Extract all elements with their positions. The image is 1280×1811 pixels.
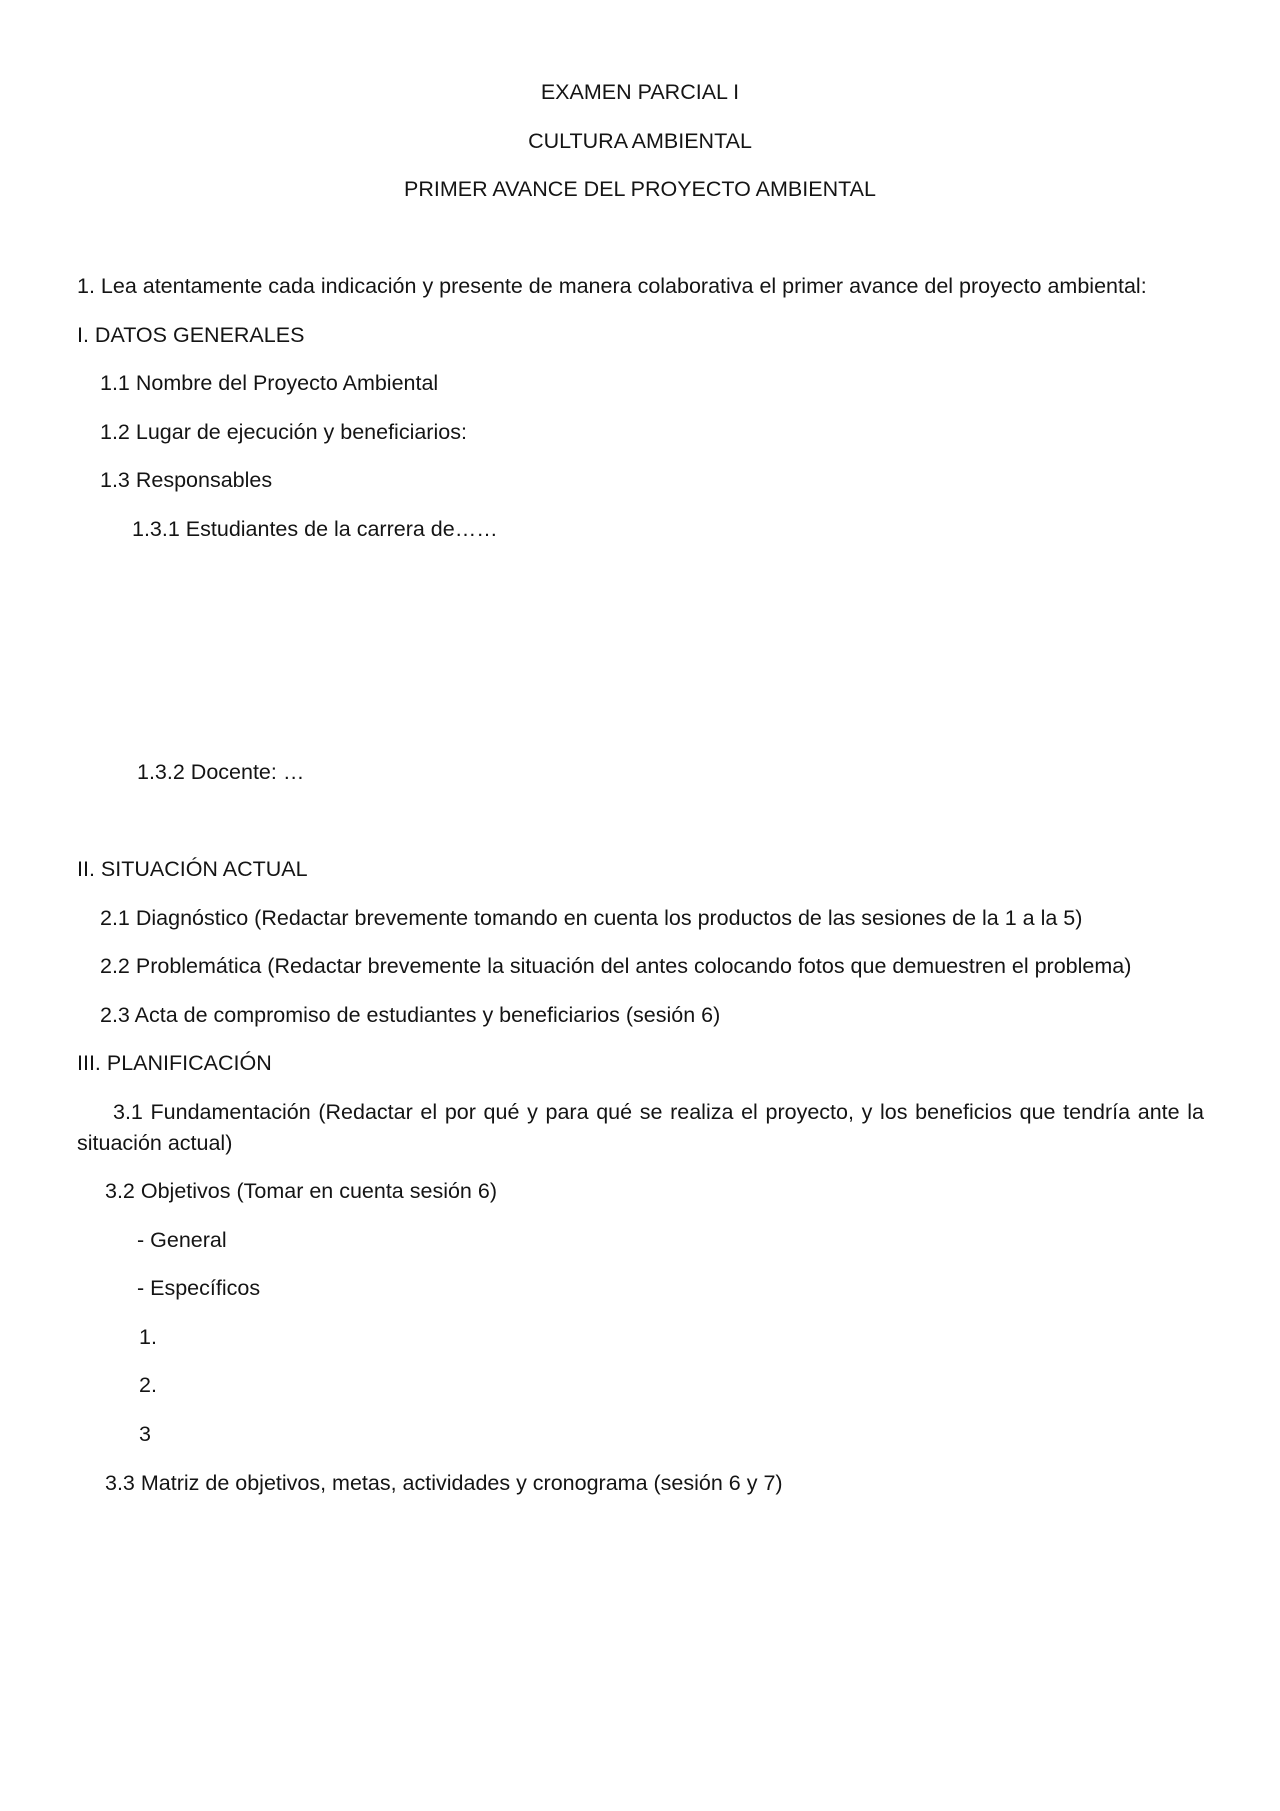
specific-objective-1: 1. [139, 1325, 157, 1349]
section-3-heading: III. PLANIFICACIÓN [77, 1051, 272, 1075]
item-2-2: 2.2 Problemática (Redactar brevemente la situación del antes colocando fotos que demuestren el problema) [100, 954, 1132, 978]
document-subtitle: PRIMER AVANCE DEL PROYECTO AMBIENTAL [404, 177, 876, 201]
section-2-heading: II. SITUACIÓN ACTUAL [77, 857, 308, 881]
specific-objective-3: 3 [139, 1422, 151, 1446]
item-1-3-2: 1.3.2 Docente: … [137, 760, 305, 784]
course-title: CULTURA AMBIENTAL [528, 129, 752, 153]
section-1-heading: I. DATOS GENERALES [77, 323, 305, 347]
item-2-3: 2.3 Acta de compromiso de estudiantes y beneficiarios (sesión 6) [100, 1003, 721, 1027]
item-3-3: 3.3 Matriz de objetivos, metas, actividades y cronograma (sesión 6 y 7) [105, 1471, 783, 1495]
item-2-1: 2.1 Diagnóstico (Redactar brevemente tomando en cuenta los productos de las sesiones de la 1 a la 5) [100, 906, 1083, 930]
item-1-3: 1.3 Responsables [100, 468, 273, 492]
objective-general: - General [137, 1228, 227, 1252]
specific-objective-2: 2. [139, 1373, 157, 1397]
item-3-2: 3.2 Objetivos (Tomar en cuenta sesión 6) [105, 1179, 497, 1203]
item-1-3-1: 1.3.1 Estudiantes de la carrera de…… [132, 517, 498, 541]
instruction-text: 1. Lea atentamente cada indicación y presente de manera colaborativa el primer avance del proyecto ambiental: [77, 274, 1147, 298]
exam-title: EXAMEN PARCIAL I [540, 80, 740, 104]
objective-specific: - Específicos [137, 1276, 261, 1300]
item-3-1: 3.1 Fundamentación (Redactar el por qué y para qué se realiza el proyecto, y los beneficios que tendría ante la situación actual) [77, 1100, 1204, 1155]
item-1-1: 1.1 Nombre del Proyecto Ambiental [100, 371, 439, 395]
item-1-2: 1.2 Lugar de ejecución y beneficiarios: [100, 420, 467, 444]
